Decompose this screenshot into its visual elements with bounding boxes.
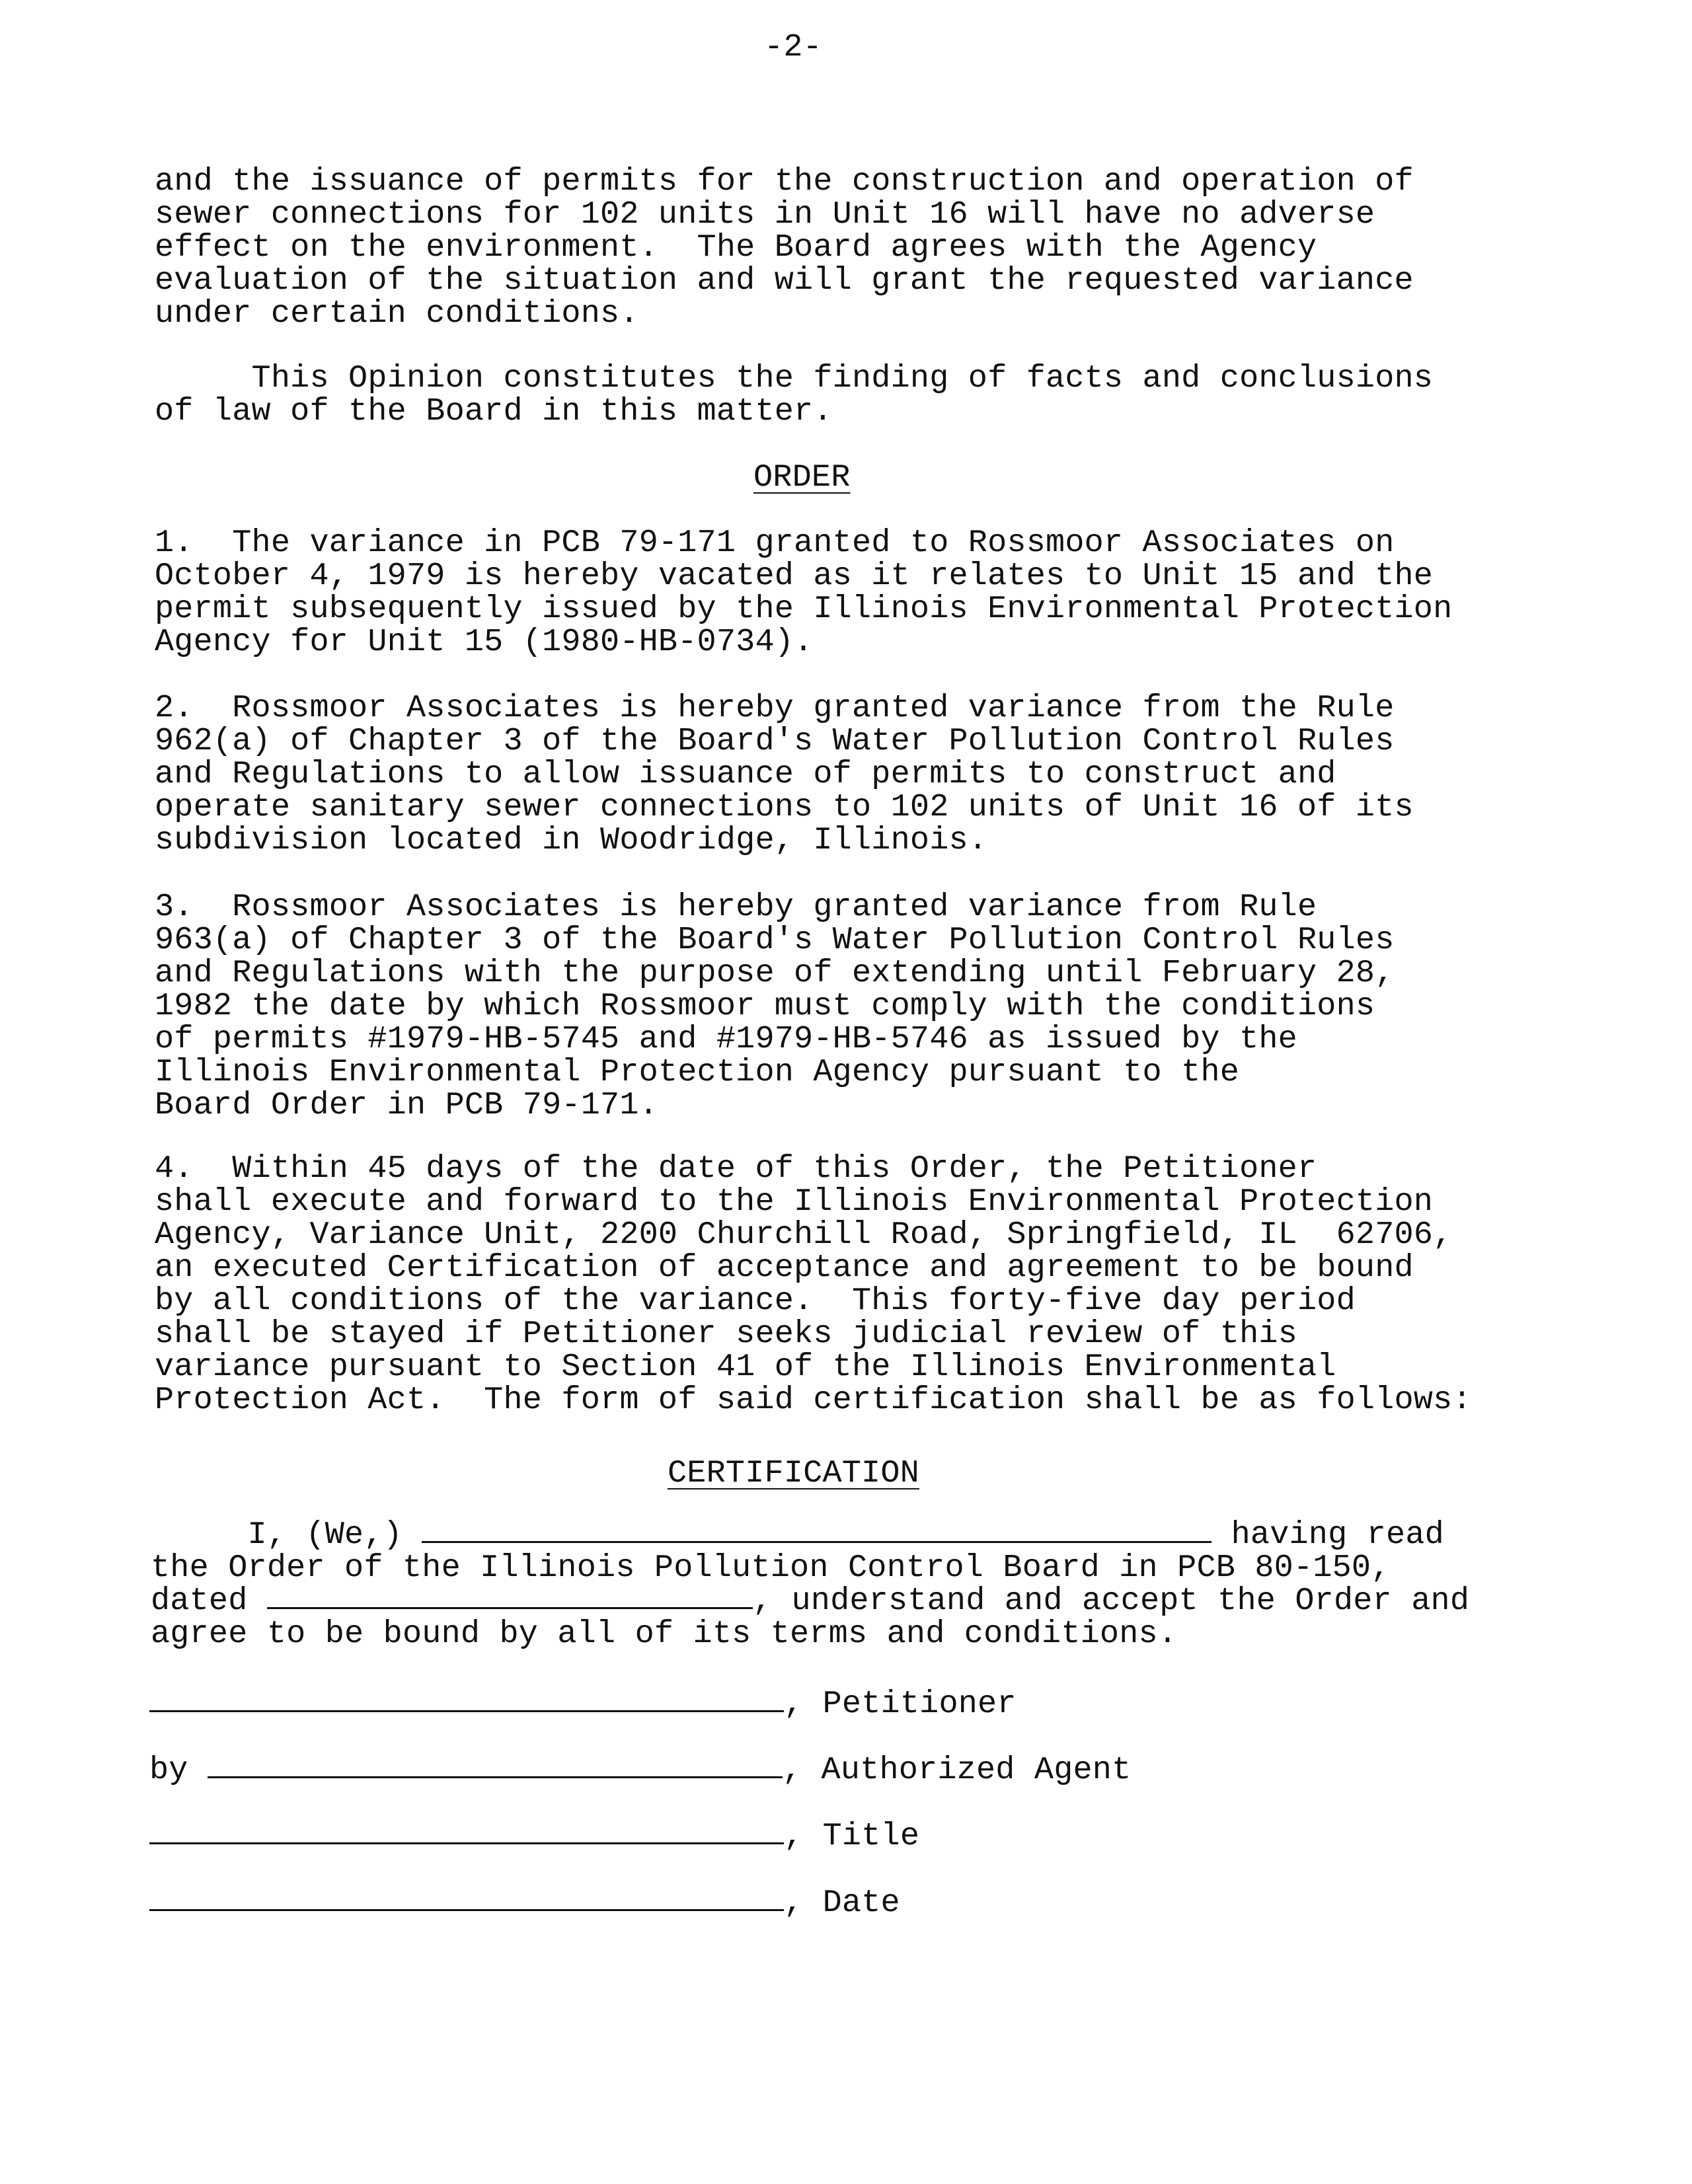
order-item-line: shall be stayed if Petitioner seeks judicial review of this (155, 1316, 1297, 1352)
intro-line: evaluation of the situation and will grant the requested variance (155, 262, 1414, 299)
signature-label: , Date (784, 1885, 900, 1921)
order-item-4 (155, 1152, 1562, 1417)
signature-row-petitioner (149, 1688, 1017, 1721)
order-item-line: subdivision located in Woodridge, Illinois. (155, 822, 988, 858)
intro-line: effect on the environment. The Board agrees with the Agency (155, 229, 1317, 266)
date-field[interactable] (149, 1887, 784, 1911)
signature-row-date (149, 1887, 900, 1920)
order-item-line: 962(a) of Chapter 3 of the Board's Water Pollution Control Rules (155, 723, 1395, 759)
order-item-line: Board Order in PCB 79-171. (155, 1087, 658, 1123)
intro-line: sewer connections for 102 units in Unit 16 will have no adverse (155, 196, 1375, 233)
agent-signature-field[interactable] (208, 1754, 783, 1778)
order-item-line: October 4, 1979 is hereby vacated as it relates to Unit 15 and the (155, 558, 1434, 594)
certification-line (151, 1519, 1558, 1552)
page-number: -2- (764, 29, 822, 65)
signature-prefix: by (149, 1752, 208, 1788)
intro-line: and the issuance of permits for the construction and operation of (155, 163, 1414, 200)
name-blank-field[interactable] (422, 1519, 1211, 1543)
order-item-line: 2. Rossmoor Associates is hereby granted variance from the Rule (155, 690, 1395, 726)
order-item-line: variance pursuant to Section 41 of the Illinois Environmental (155, 1349, 1336, 1385)
order-item-line: Illinois Environmental Protection Agency pursuant to the (155, 1054, 1240, 1090)
opinion-paragraph (155, 362, 1562, 428)
certification-name-prefix: I, (We,) (151, 1517, 422, 1553)
signature-label: , Title (784, 1818, 920, 1854)
order-item-line: 4. Within 45 days of the date of this Order, the Petitioner (155, 1150, 1317, 1187)
signature-row-agent (149, 1754, 1131, 1787)
order-item-line: permit subsequently issued by the Illinois Environmental Protection (155, 591, 1453, 627)
title-field[interactable] (149, 1820, 784, 1844)
certification-name-suffix: having read (1211, 1517, 1444, 1553)
petitioner-signature-field[interactable] (149, 1688, 784, 1712)
opinion-line: This Opinion constitutes the finding of facts and conclusions (155, 360, 1434, 396)
order-item-line: and Regulations to allow issuance of permits to construct and (155, 756, 1336, 792)
order-item-line: Agency, Variance Unit, 2200 Churchill Road, Springfield, IL 62706, (155, 1217, 1453, 1253)
signature-row-title (149, 1820, 919, 1853)
order-item-line: and Regulations with the purpose of extending until February 28, (155, 955, 1395, 991)
order-item-line: Protection Act. The form of said certification shall be as follows: (155, 1382, 1472, 1418)
order-item-1 (155, 527, 1562, 659)
order-item-2 (155, 692, 1562, 857)
order-item-line: operate sanitary sewer connections to 102 units of Unit 16 of its (155, 789, 1414, 825)
certification-line (151, 1585, 1558, 1618)
order-item-line: 1. The variance in PCB 79-171 granted to Rossmoor Associates on (155, 525, 1395, 561)
intro-line: under certain conditions. (155, 295, 639, 332)
order-item-line: of permits #1979-HB-5745 and #1979-HB-5746 as issued by the (155, 1021, 1297, 1057)
signature-label: , Petitioner (784, 1686, 1017, 1722)
order-item-line: shall execute and forward to the Illinois Environmental Protection (155, 1184, 1434, 1220)
order-item-line: 963(a) of Chapter 3 of the Board's Water Pollution Control Rules (155, 922, 1395, 958)
order-item-line: by all conditions of the variance. This forty-five day period (155, 1283, 1356, 1319)
certification-dated-suffix: , understand and accept the Order and (752, 1583, 1470, 1619)
date-blank-field[interactable] (267, 1585, 753, 1609)
order-heading: ORDER (753, 459, 851, 496)
intro-paragraph (155, 165, 1562, 330)
certification-heading: CERTIFICATION (668, 1455, 919, 1491)
certification-dated-prefix: dated (151, 1583, 267, 1619)
order-item-line: 1982 the date by which Rossmoor must comply with the conditions (155, 988, 1375, 1024)
certification-body (151, 1519, 1558, 1651)
certification-line: the Order of the Illinois Pollution Control Board in PCB 80-150, (151, 1550, 1391, 1586)
order-item-3 (155, 891, 1562, 1122)
order-item-line: 3. Rossmoor Associates is hereby granted variance from Rule (155, 889, 1317, 925)
certification-line: agree to be bound by all of its terms and conditions. (151, 1616, 1178, 1652)
order-item-line: an executed Certification of acceptance and agreement to be bound (155, 1250, 1414, 1286)
signature-label: , Authorized Agent (782, 1752, 1132, 1788)
opinion-line: of law of the Board in this matter. (155, 393, 833, 430)
order-item-line: Agency for Unit 15 (1980-HB-0734). (155, 624, 814, 660)
